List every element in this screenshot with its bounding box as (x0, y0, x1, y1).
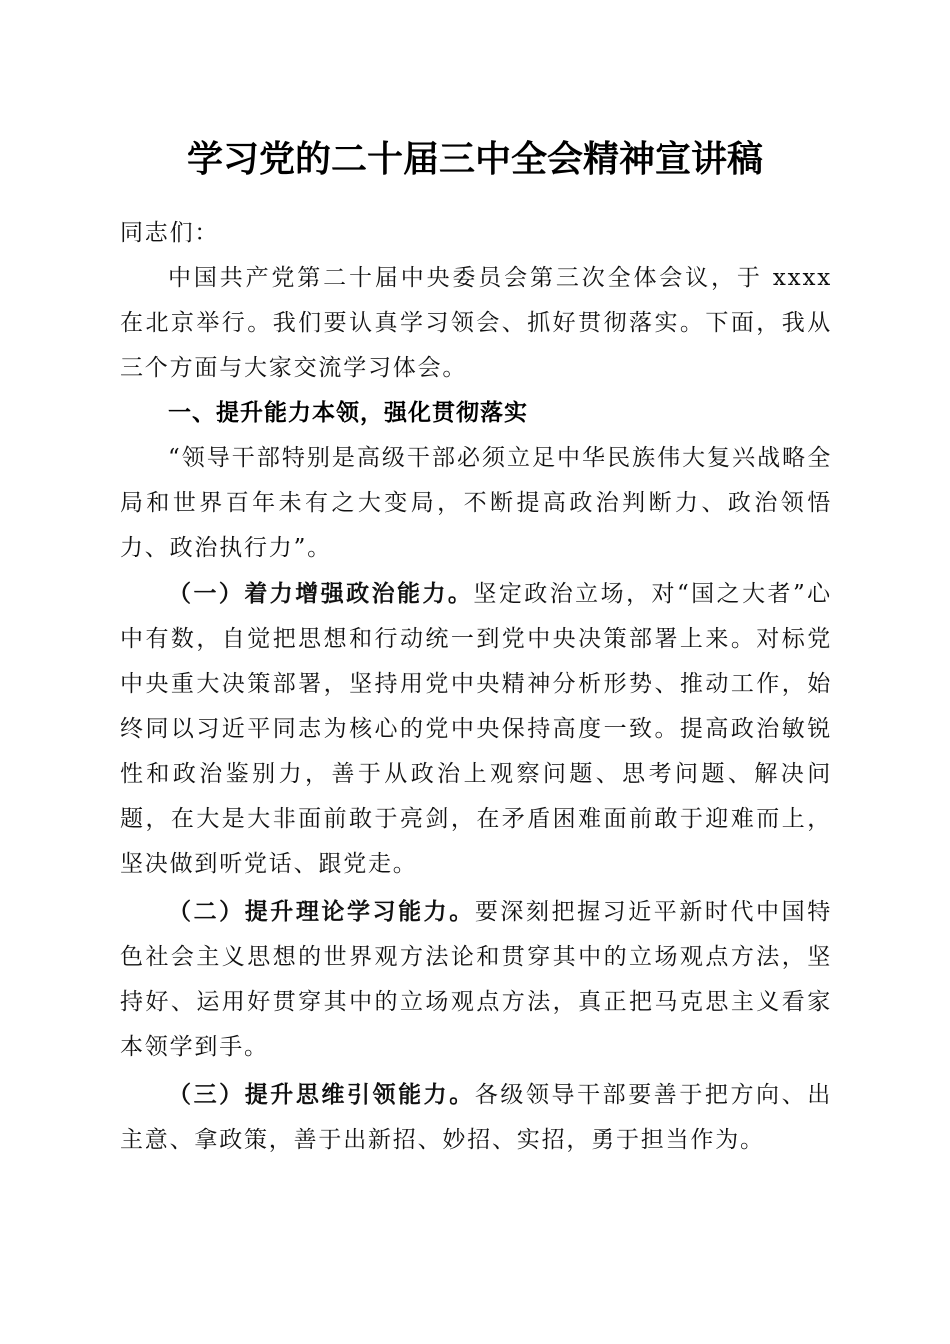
intro-paragraph: 中国共产党第二十届中央委员会第三次全体会议，于 xxxx 在北京举行。我们要认真学习领会、抓好贯彻落实。下面，我从三个方面与大家交流学习体会。 (120, 265, 832, 381)
item-paragraph-1 (120, 571, 832, 887)
section-heading: 一、提升能力本领，强化贯彻落实 (168, 400, 528, 426)
document-title: 学习党的二十届三中全会精神宣讲稿 (186, 139, 763, 180)
quote-paragraph: “领导干部特别是高级干部必须立足中华民族伟大复兴战略全局和世界百年未有之大变局，不断提高政治判断力、政治领悟力、政治执行力”。 (120, 445, 832, 561)
item-paragraph-3 (120, 1072, 832, 1163)
item-text-2: 要深刻把握习近平新时代中国特色社会主义思想的世界观方法论和贯穿其中的立场观点方法，坚持好、运用好贯穿其中的立场观点方法，真正把马克思主义看家本领学到手。 (120, 899, 832, 1060)
document-body (120, 211, 832, 1163)
item-paragraph-2 (120, 889, 832, 1070)
item-lead-3: （三）提升思维引领能力。 (168, 1081, 475, 1108)
salutation: 同志们： (120, 220, 220, 246)
item-lead-1: （一）着力增强政治能力。 (168, 580, 474, 607)
item-text-3: 各级领导干部要善于把方向、出主意、拿政策，善于出新招、妙招、实招，勇于担当作为。 (120, 1082, 832, 1153)
item-lead-2: （二）提升理论学习能力。 (168, 898, 475, 925)
item-text-1: 坚定政治立场，对“国之大者”心中有数，自觉把思想和行动统一到党中央决策部署上来。对标党中央重大决策部署，坚持用党中央精神分析形势、推动工作，始终同以习近平同志为核心的党中央保持高度一致。提高政治敏锐性和政治鉴别力，善于从政治上观察问题、思考问题、解决问题，在大是大非面前敢于亮剑，在矛盾困难面前敢于迎难而上，坚决做到听党话、跟党走。 (120, 581, 832, 877)
